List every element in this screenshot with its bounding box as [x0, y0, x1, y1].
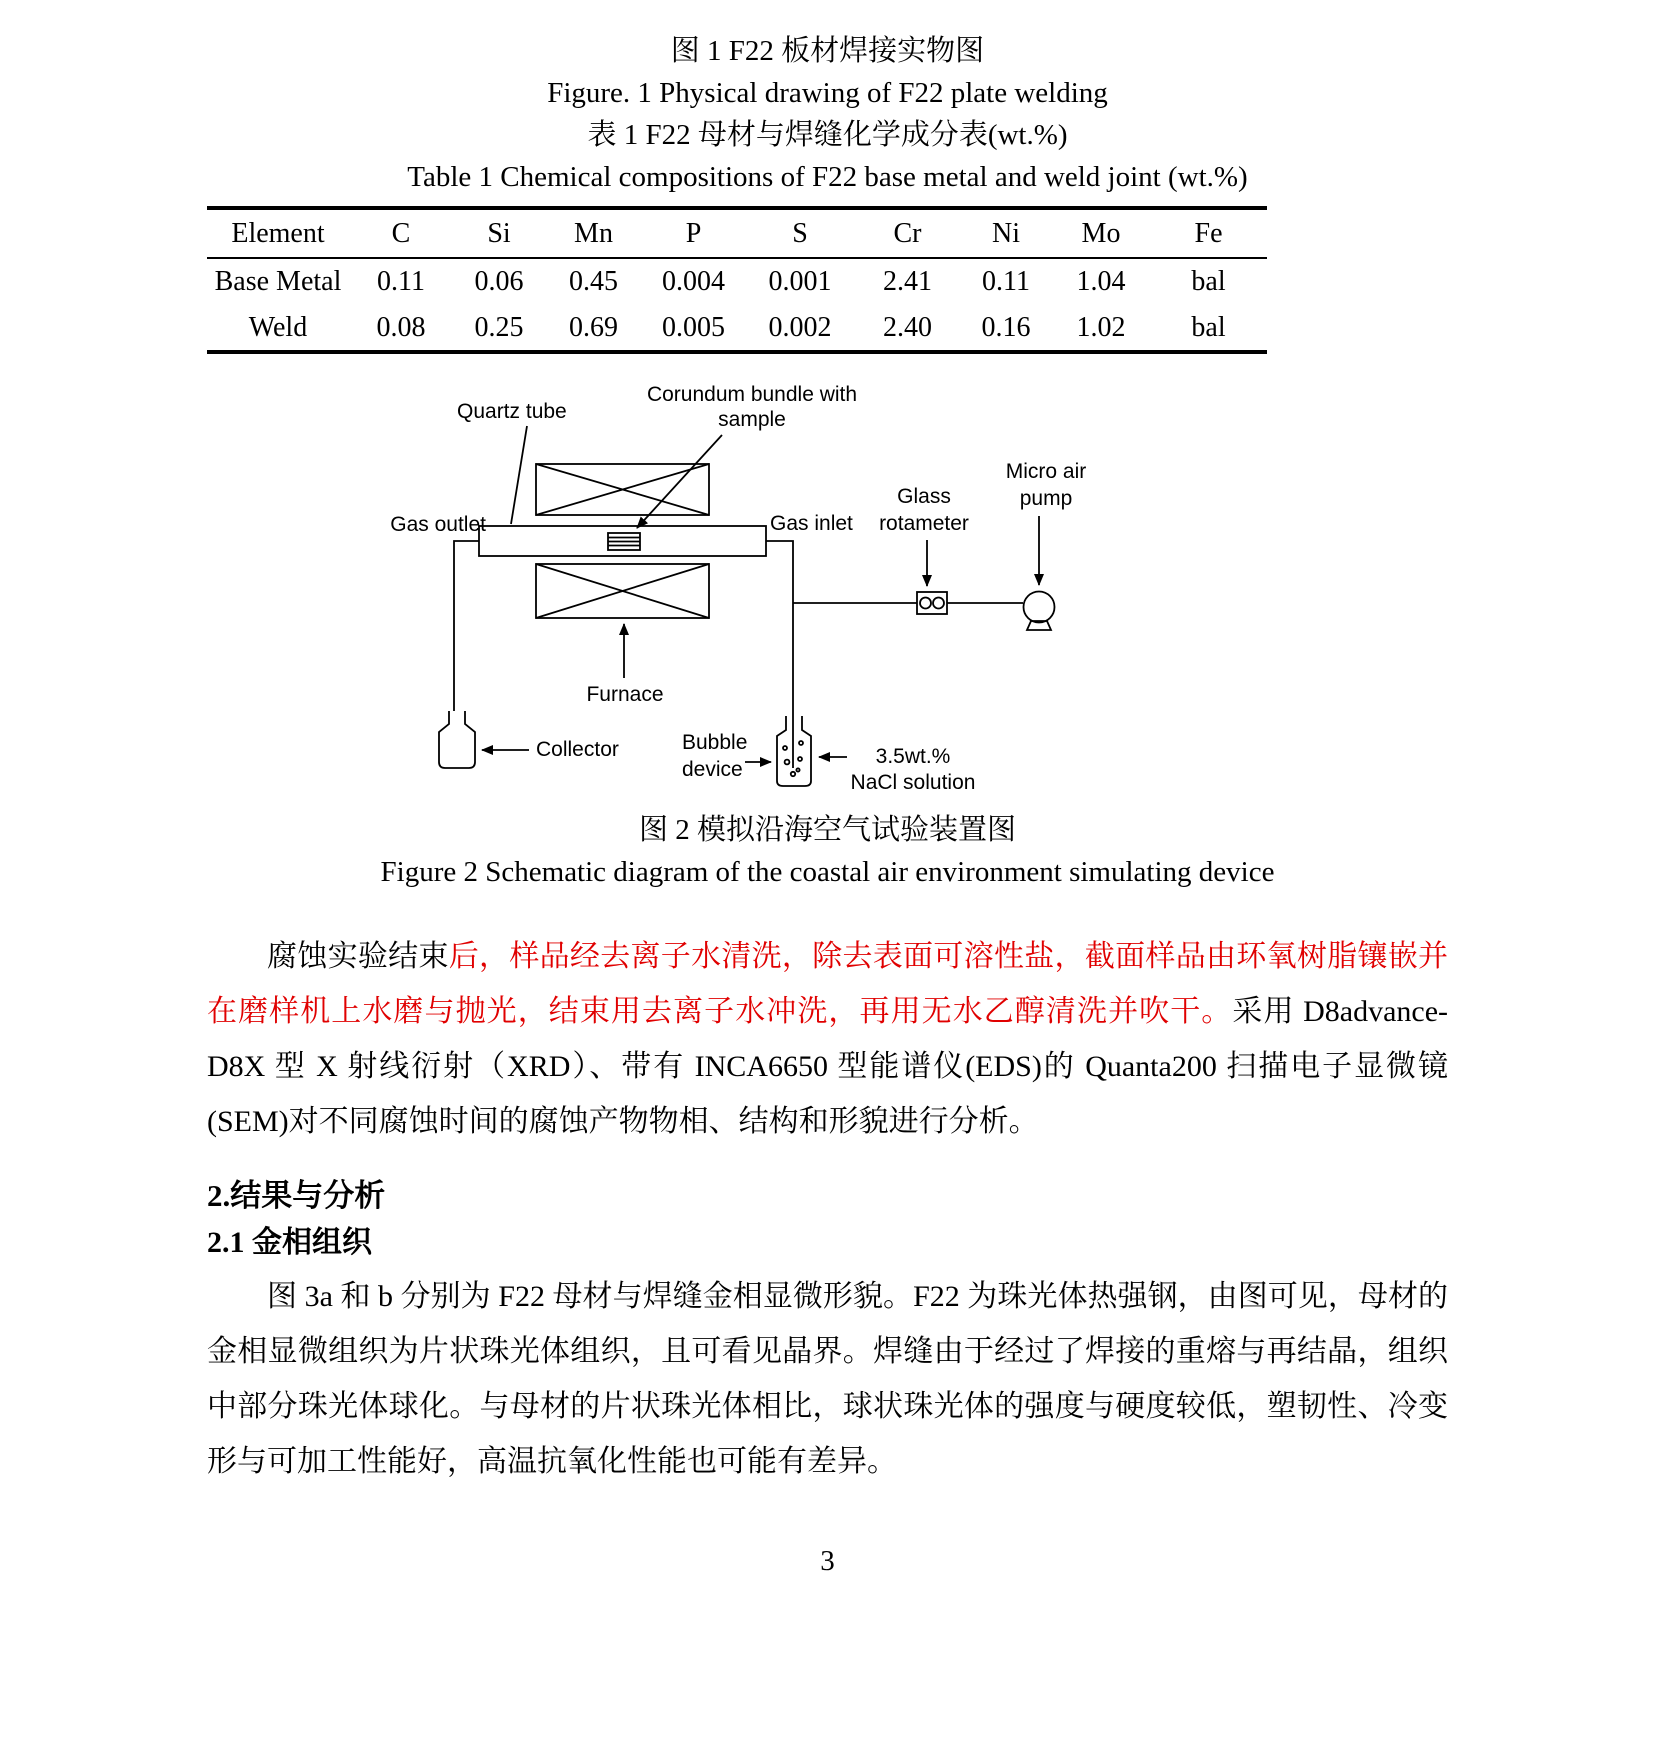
bubble — [796, 768, 799, 771]
collector-label: Collector — [536, 738, 619, 761]
quartz-tube-leader-line — [511, 426, 527, 524]
table-cell: 0.11 — [982, 266, 1030, 297]
figure2-caption-en: Figure 2 Schematic diagram of the coastal air environment simulating device — [380, 856, 1275, 888]
furnace-upper-coil — [536, 464, 709, 515]
pump-label-line1: Micro air — [1005, 460, 1087, 483]
table-cell: Weld — [248, 311, 308, 343]
table1-caption-cn: 表 1 F22 母材与焊缝化学成分表(wt.%) — [587, 119, 1068, 151]
header-cell: S — [745, 208, 855, 258]
micro-air-pump — [1024, 592, 1055, 631]
gas-outlet-pipe — [454, 541, 479, 711]
bubble — [798, 757, 802, 761]
section-2-heading: 2.结果与分析 — [207, 1178, 386, 1213]
header-cell: Cr — [855, 208, 960, 258]
table-cell: 0.005 — [662, 311, 725, 343]
header-cell: Si — [453, 208, 545, 258]
para1-red-revision-text: 后，样品经去离子水清洗，除去表面可溶性盐，截面样品由环氧树脂镶嵌并在磨样机上水磨与抛光，结束用去离子水冲洗，再用无水乙醇清洗并吹干。 — [207, 940, 1449, 1028]
nacl-label-line2: NaCl solution — [850, 771, 976, 794]
table-cell: 0.25 — [474, 311, 524, 343]
table-cell: 1.04 — [1076, 266, 1126, 297]
table-cell: 0.06 — [474, 266, 524, 297]
gas-inlet-pipe — [766, 541, 793, 718]
nacl-label-line1: 3.5wt.% — [875, 745, 951, 768]
bubble-label-line1: Bubble — [682, 731, 748, 754]
table-cell: bal — [1191, 266, 1226, 297]
table-cell: 2.41 — [883, 266, 932, 297]
table-cell: 0.69 — [569, 311, 618, 343]
rotameter-label-line2: rotameter — [879, 512, 969, 535]
table-cell: 0.08 — [376, 311, 426, 343]
glass-rotameter — [917, 592, 947, 614]
corundum-label-line2: sample — [718, 408, 786, 431]
figure2-caption-cn: 图 2 模拟沿海空气试验装置图 — [638, 814, 1016, 846]
figure1-caption-en: Figure. 1 Physical drawing of F22 plate welding — [547, 77, 1108, 109]
para1-black-end: 采用 D8advance-D8X 型 X 射线衍射（XRD）、带有 INCA6650 型能谱仪(EDS)的 Quanta200 扫描电子显微镜(SEM)对不同腐蚀时间的腐蚀产物物相、结构和形貌进行分析。 — [207, 995, 1449, 1138]
bubble-device-flask — [777, 716, 811, 786]
bubble — [783, 746, 787, 750]
table-cell: 1.02 — [1076, 311, 1126, 343]
rotameter-label-line1: Glass — [897, 485, 951, 508]
table-cell: 0.002 — [768, 311, 832, 343]
figure1-caption-cn: 图 1 F22 板材焊接实物图 — [670, 35, 985, 67]
table1-header-row — [207, 208, 1267, 258]
bubble-label-line2: device — [682, 758, 743, 781]
header-cell: Mn — [545, 208, 642, 258]
header-cell: Fe — [1150, 208, 1267, 258]
gas-inlet-label: Gas inlet — [770, 512, 853, 535]
bubble — [791, 772, 795, 776]
table-cell: 0.16 — [981, 311, 1031, 343]
header-cell: Mo — [1052, 208, 1150, 258]
table-cell: 0.004 — [662, 266, 725, 297]
figure2-apparatus-diagram — [379, 378, 1119, 803]
gas-outlet-label: Gas outlet — [390, 513, 486, 536]
bubble — [799, 741, 803, 745]
table-cell: 0.11 — [377, 266, 425, 297]
table1-caption-en: Table 1 Chemical compositions of F22 base metal and weld joint (wt.%) — [407, 161, 1248, 193]
table1-chemical-compositions — [207, 206, 1267, 354]
furnace-lower-coil — [536, 564, 709, 618]
quartz-tube-label: Quartz tube — [457, 400, 567, 423]
furnace-label: Furnace — [586, 683, 664, 706]
table-row-base-metal — [207, 258, 1267, 305]
header-cell: C — [349, 208, 453, 258]
bubble — [785, 760, 790, 765]
sample-holder — [608, 533, 640, 550]
table-cell: 0.45 — [569, 266, 618, 297]
section-2-1-heading: 2.1 金相组织 — [207, 1226, 372, 1259]
table-cell: 2.40 — [883, 311, 932, 343]
page-number: 3 — [820, 1545, 835, 1577]
paragraph-experimental-method — [207, 929, 1448, 1149]
header-cell: P — [642, 208, 745, 258]
table-cell: Base Metal — [214, 266, 342, 297]
para1-black-start: 腐蚀实验结束 — [267, 940, 449, 973]
header-cell: Element — [207, 208, 349, 258]
collector-flask — [439, 711, 475, 768]
table-cell: bal — [1191, 311, 1226, 343]
header-cell: Ni — [960, 208, 1052, 258]
table-cell: 0.001 — [768, 266, 832, 297]
corundum-label-line1: Corundum bundle with — [646, 383, 858, 406]
table-row-weld — [207, 305, 1267, 352]
pump-label-line2: pump — [1019, 487, 1073, 510]
paragraph-metallography: 图 3a 和 b 分别为 F22 母材与焊缝金相显微形貌。F22 为珠光体热强钢，由图可见，母材的金相显微组织为片状珠光体组织，且可看见晶界。焊缝由于经过了焊接的重熔与再结晶，组织中部分珠光体球化。与母材的片状珠光体相比，球状珠光体的强度与硬度较低，塑韧性、冷变形与可加工性能好，高温抗氧化性能也可能有差异。 — [207, 1280, 1448, 1478]
